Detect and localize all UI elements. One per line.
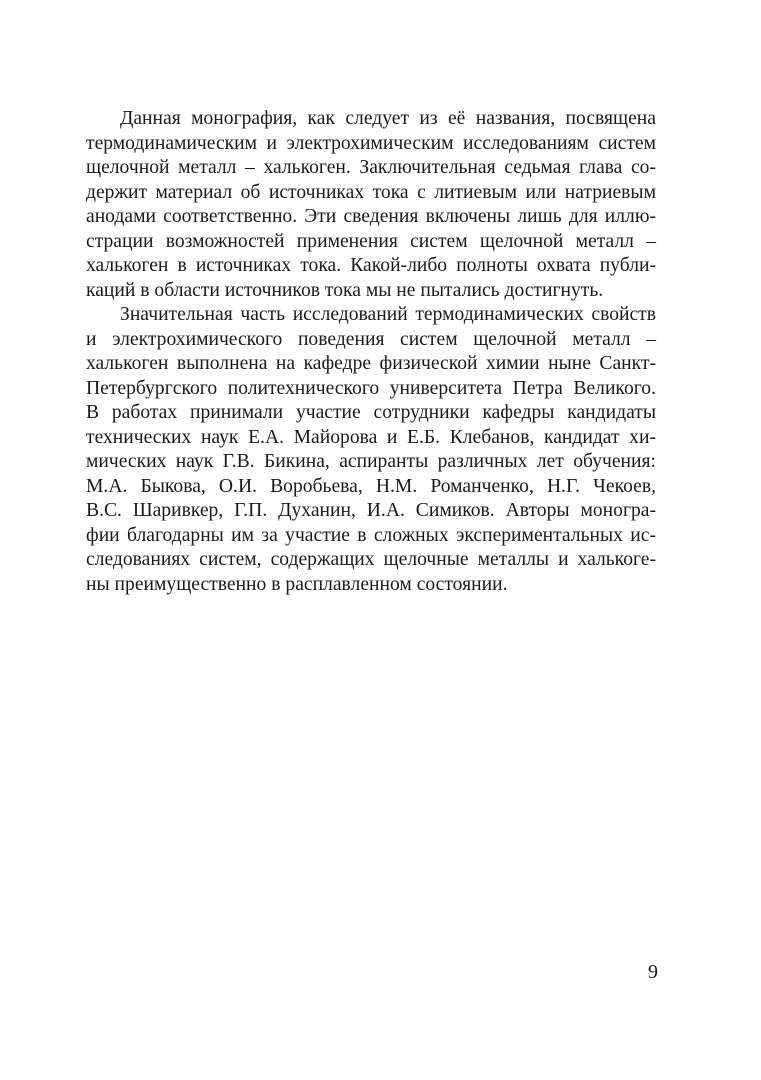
text-line: мических наук Г.В. Бикина, аспиранты различных лет обучения: [86, 451, 656, 472]
text-line: В работах принимали участие сотрудники кафедры кандидаты [86, 402, 656, 423]
body-text [86, 107, 656, 597]
text-line: каций в области источников тока мы не пытались достигнуть. [86, 279, 604, 301]
paragraph-1 [86, 107, 656, 303]
text-line: термодинамическим и электрохимическим исследованиям систем [86, 132, 656, 154]
text-line: халькоген в источниках тока. Какой-либо полноты охвата публи- [86, 255, 656, 276]
text-line: Петербургского политехнического университета Петра Великого. [86, 377, 656, 399]
paragraph-2 [86, 303, 656, 597]
page-number: 9 [648, 961, 658, 983]
text-line: халькоген выполнена на кафедре физической химии ныне Санкт- [86, 353, 656, 374]
text-line: следованиях систем, содержащих щелочные металлы и халькоге- [86, 549, 656, 570]
text-line: держит материал об источниках тока с литиевым или натриевым [86, 181, 656, 203]
text-line: технических наук Е.А. Майорова и Е.Б. Клебанов, кандидат хи- [86, 426, 656, 448]
text-line: В.С. Шаривкер, Г.П. Духанин, И.А. Симиков. Авторы моногра- [86, 500, 656, 521]
text-line: Значительная часть исследований термодинамических свойств [120, 304, 656, 325]
text-line: фии благодарны им за участие в сложных экспериментальных ис- [86, 524, 656, 546]
text-line: и электрохимического поведения систем щелочной металл – [86, 328, 656, 350]
text-line: анодами соответственно. Эти сведения включены лишь для иллю- [86, 206, 656, 227]
text-line: Данная монография, как следует из её названия, посвящена [120, 108, 656, 129]
text-line: М.А. Быкова, О.И. Воробьева, Н.М. Романченко, Н.Г. Чекоев, [86, 475, 656, 497]
text-line: страции возможностей применения систем щелочной металл – [86, 230, 656, 252]
text-line: ны преимущественно в расплавленном состоянии. [86, 573, 508, 595]
text-line: щелочной металл – халькоген. Заключительная седьмая глава со- [86, 157, 656, 178]
